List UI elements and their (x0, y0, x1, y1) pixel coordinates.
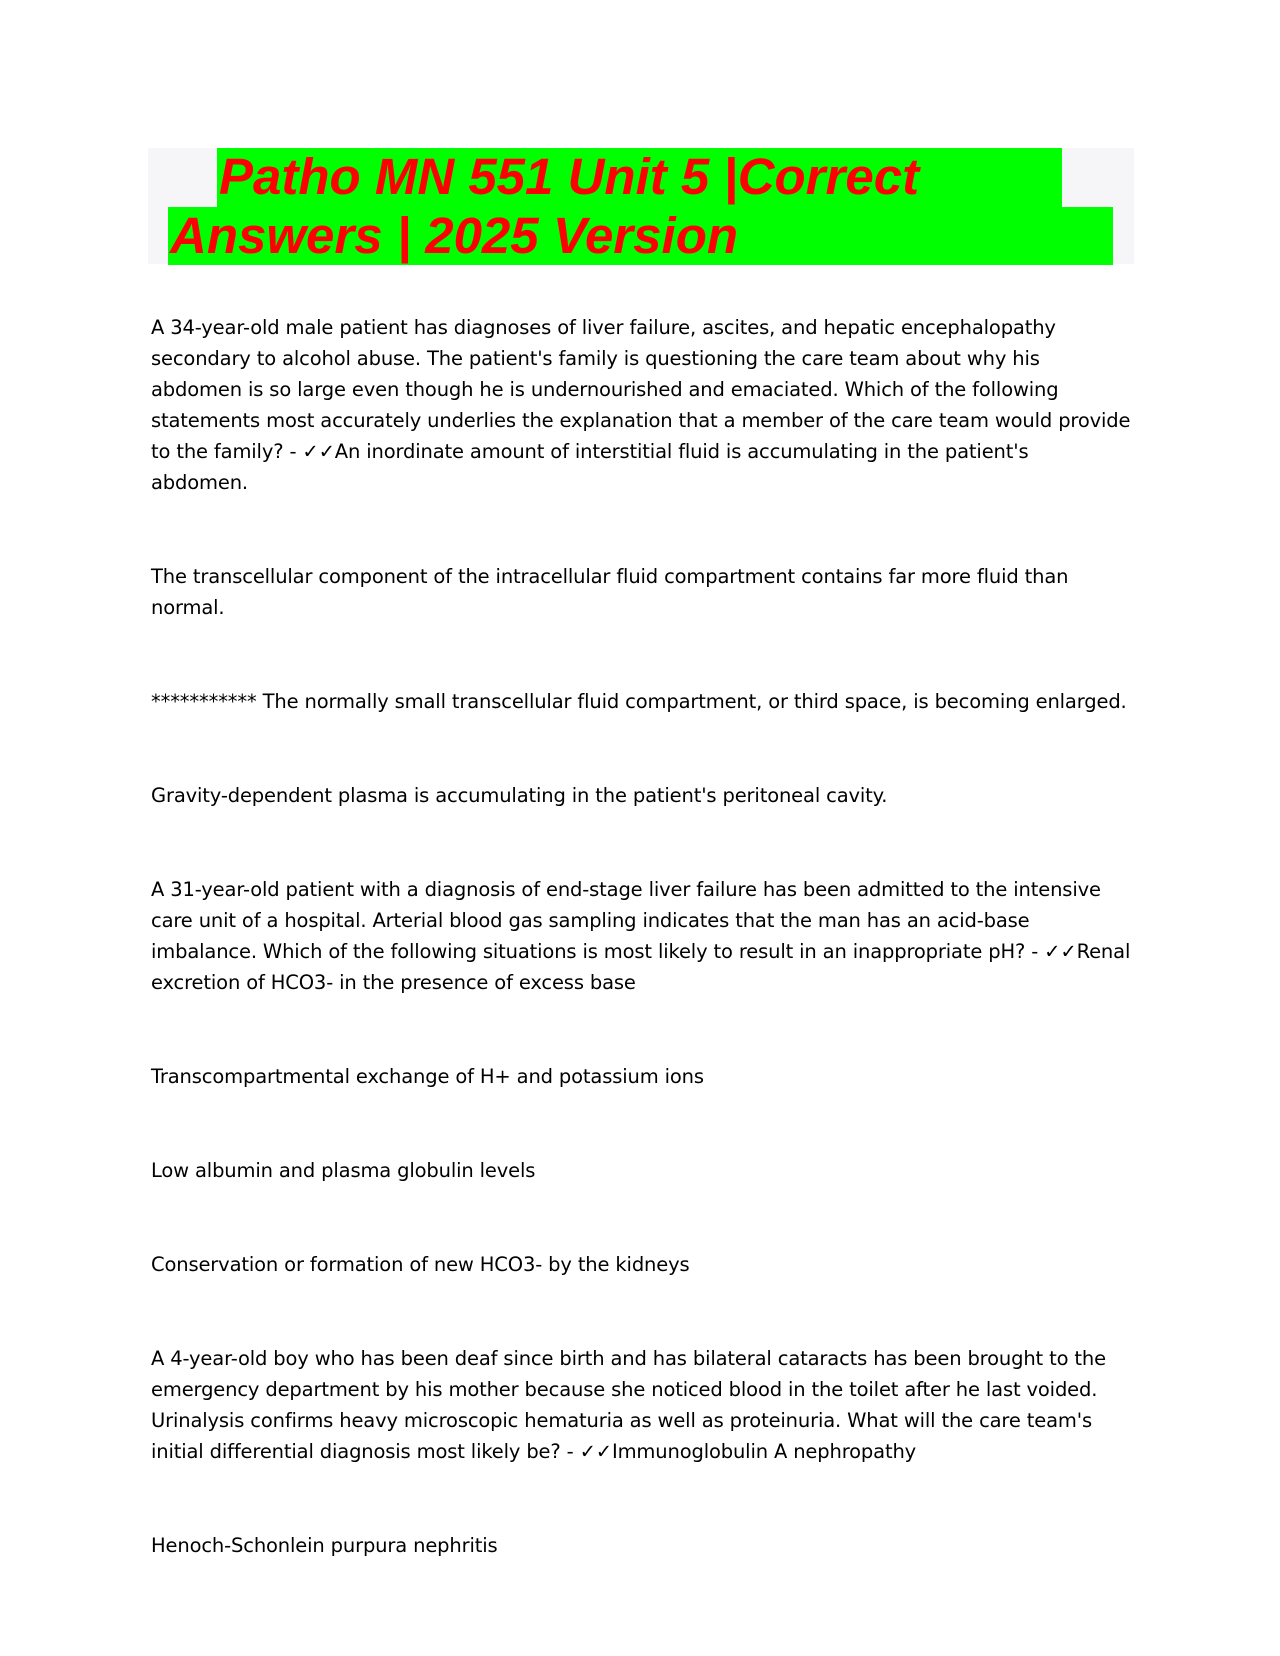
check-icon: ✓✓ (1044, 940, 1077, 963)
question-3-text: A 4-year-old boy who has been deaf since birth and has bilateral cataracts has been brought to the emergency department by his mother because she noticed blood in the toilet after he last voided. Urinalysis confirms heavy microscopic hematuria as well as proteinuria. What will the care team's initial differential diagnosis most likely be? - (151, 1347, 1106, 1463)
question-2 (151, 874, 1131, 998)
question-1 (151, 312, 1131, 498)
document-title-line-2: Answers | 2025 Version (168, 207, 1113, 265)
document-title-line-1: Patho MN 551 Unit 5 |Correct (217, 148, 1062, 208)
question-3-answer: Immunoglobulin A nephropathy (611, 1440, 917, 1463)
question-1-text: A 34-year-old male patient has diagnoses of liver failure, ascites, and hepatic encephalopathy secondary to alcohol abuse. The patient's family is questioning the care team about why his abdomen is so large even though he is undernourished and emaciated. Which of the following statements most accurately underlies the explanation that a member of the care team would provide to the family? - (151, 316, 1131, 463)
question-2-text: A 31-year-old patient with a diagnosis of end-stage liver failure has been admitted to the intensive care unit of a hospital. Arterial blood gas sampling indicates that the man has an acid-base imbalance. Which of the following situations is most likely to result in an inappropriate pH? - (151, 878, 1101, 963)
question-2-option-3: Conservation or formation of new HCO3- by the kidneys (151, 1253, 690, 1276)
question-2-option-2: Low albumin and plasma globulin levels (151, 1159, 536, 1182)
question-2-answer: Renal excretion of HCO3- in the presence of excess base (151, 940, 1131, 994)
check-icon: ✓✓ (302, 440, 335, 463)
question-1-option-3: Gravity-dependent plasma is accumulating in the patient's peritoneal cavity. (151, 784, 888, 807)
question-3-option-1: Henoch-Schonlein purpura nephritis (151, 1534, 498, 1557)
document-body (151, 312, 1131, 1561)
question-1-answer: An inordinate amount of interstitial fluid is accumulating in the patient's abdomen. (151, 440, 1029, 494)
check-icon: ✓✓ (579, 1440, 612, 1463)
question-1-option-1: The transcellular component of the intracellular fluid compartment contains far more fluid than normal. (151, 565, 1069, 619)
question-1-option-2: *********** The normally small transcellular fluid compartment, or third space, is becoming enlarged. (151, 690, 1127, 713)
question-3 (151, 1343, 1131, 1467)
question-2-option-1: Transcompartmental exchange of H+ and potassium ions (151, 1065, 704, 1088)
